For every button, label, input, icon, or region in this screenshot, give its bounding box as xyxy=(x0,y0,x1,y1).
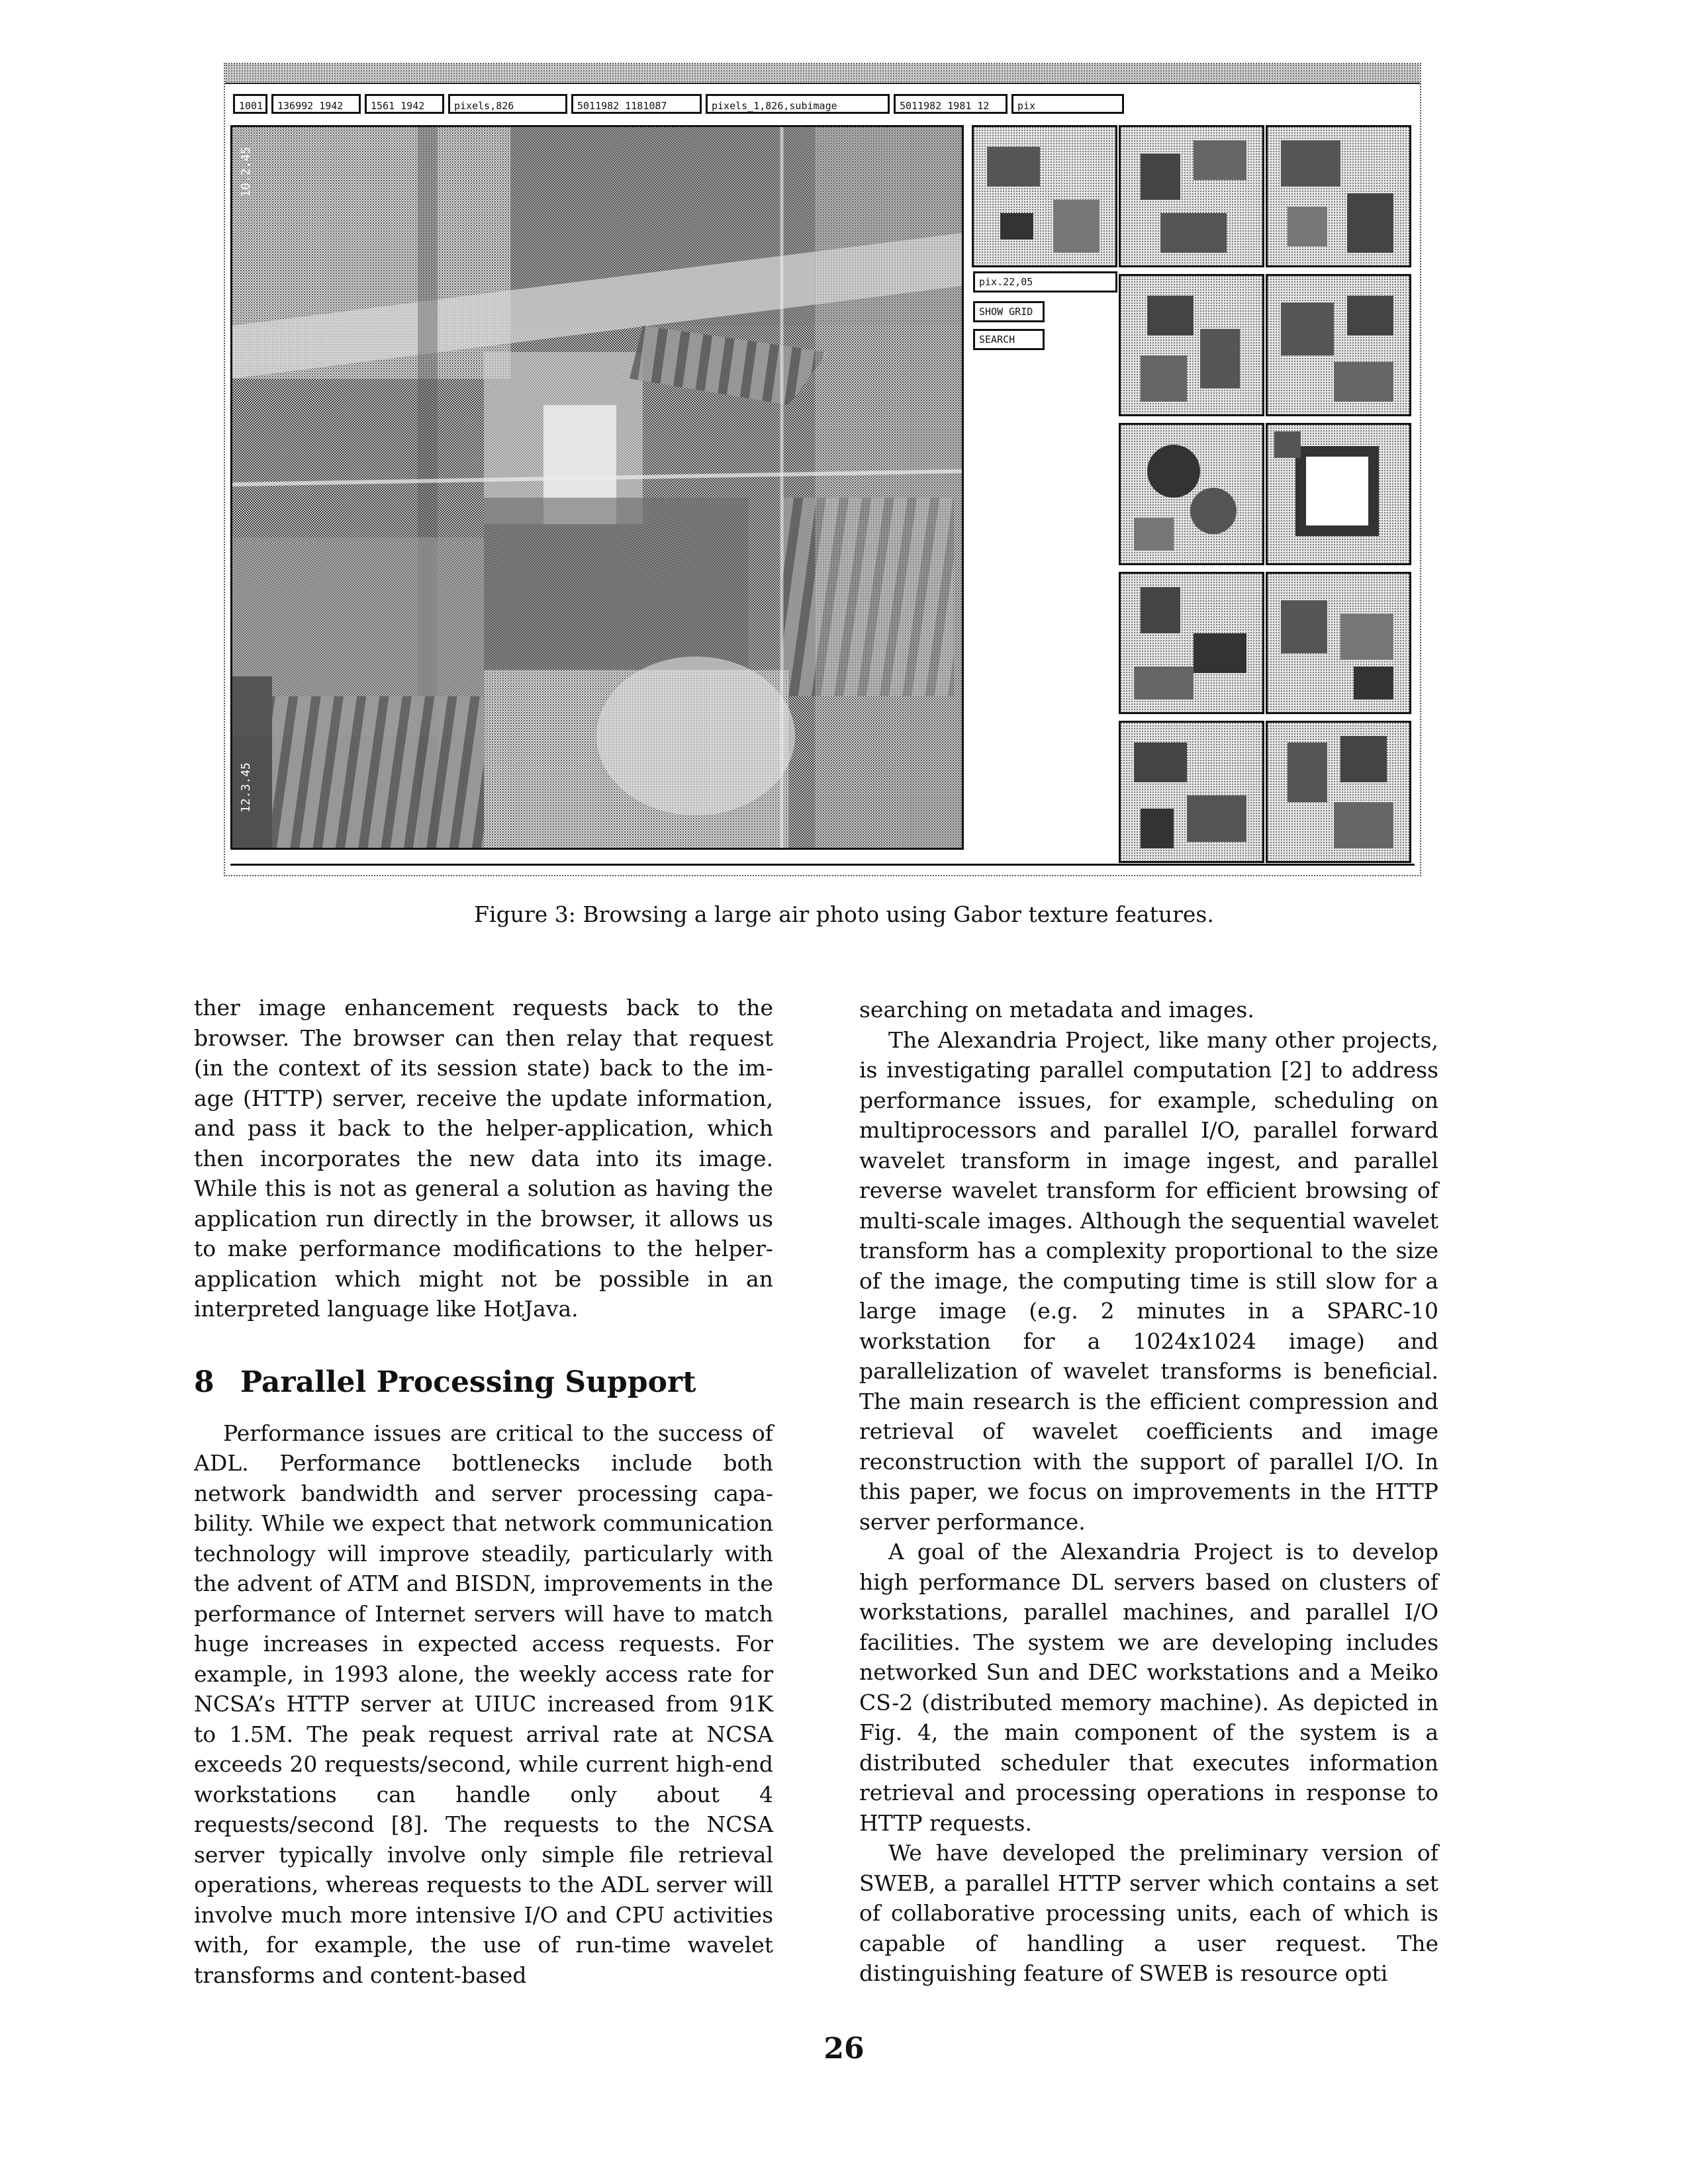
thumbnail-image xyxy=(974,127,1115,265)
thumbnail-image xyxy=(1121,723,1262,861)
show-grid-button[interactable]: SHOW GRID xyxy=(973,301,1045,322)
search-button[interactable]: SEARCH xyxy=(973,329,1045,350)
paragraph: Performance issues are critical to the success of ADL. Performance bottlenecks include both network bandwidth and server processing capability. While we expect that network communication technology will improve steadily, particularly with the advent of ATM and BISDN, improvements in the performance of Internet servers will have to match huge increases in expected access requests. For example, in 1993 alone, the weekly access rate for NCSA’s HTTP server at UIUC increased from 91K to 1.5M. The peak request arrival rate at NCSA exceeds 20 requests/second, while current high-end workstations can handle only about 4 requests/second [8]. The requests to the NCSA server typically involve only simple file retrieval operations, whereas requests to the ADL server will involve much more intensive I/O and CPU activities with, for example, the use of run-time wavelet transforms and content-based xyxy=(194,1420,773,1988)
field-3[interactable]: 1561 1942 xyxy=(365,94,444,114)
window-title-bar[interactable] xyxy=(225,64,1420,84)
coordinate-field-row xyxy=(233,94,1420,115)
field-8[interactable]: pix xyxy=(1011,94,1124,114)
thumbnail-image xyxy=(1121,425,1262,563)
paragraph: We have developed the preliminary version of SWEB, a parallel HTTP server which contains a set of collaborative processing units, each of which is capable of handling a user request. The distinguishing feature of SWEB is resource opti xyxy=(859,1840,1438,1986)
result-thumbnail[interactable] xyxy=(1266,423,1411,565)
figure-3-screenshot xyxy=(224,63,1421,876)
air-photo-main-view[interactable] xyxy=(230,125,964,850)
left-column xyxy=(194,993,773,1990)
thumbnail-image xyxy=(1121,127,1262,265)
field-1[interactable]: 1001 xyxy=(233,94,267,114)
paragraph: The Alexandria Project, like many other projects, is investigating parallel computation [2] to address performance issues, for example, scheduling on multiprocessors and parallel I/O, parallel forward wavelet transform in image ingest, and parallel reverse wavelet transform for efficient browsing of multi-scale images. Although the sequential wavelet transform has a complexity proportional to the size of the image, the computing time is still slow for a large image (e.g. 2 minutes in a SPARC-10 workstation for a 1024x1024 image) and parallelization of wavelet transforms is beneficial. The main research is the efficient compression and retrieval of wavelet coefficients and image reconstruction with the support of parallel I/O. In this paper, we focus on improvements in the HTTP server performance. xyxy=(859,1026,1438,1535)
thumbnail-image xyxy=(1268,723,1409,861)
zoom-level-field[interactable]: pix.22,05 xyxy=(973,271,1117,293)
thumbnail-image xyxy=(1268,276,1409,414)
result-thumbnail[interactable] xyxy=(1119,274,1264,416)
field-4[interactable]: pixels,826 xyxy=(448,94,567,114)
figure-caption: Figure 3: Browsing a large air photo using Gabor texture features. xyxy=(474,901,1214,927)
air-photo-image xyxy=(232,127,962,848)
result-thumbnail[interactable] xyxy=(1266,125,1411,267)
thumbnail-image xyxy=(1121,276,1262,414)
query-thumbnail[interactable] xyxy=(972,125,1117,267)
result-thumbnail[interactable] xyxy=(1119,423,1264,565)
section-title: Parallel Processing Support xyxy=(240,1365,696,1399)
thumbnail-image xyxy=(1268,127,1409,265)
field-7[interactable]: 5011982 1981 12 xyxy=(894,94,1008,114)
result-thumbnail[interactable] xyxy=(1266,274,1411,416)
figure-divider xyxy=(230,864,1415,866)
result-thumbnail[interactable] xyxy=(1119,125,1264,267)
field-2[interactable]: 136992 1942 xyxy=(271,94,361,114)
right-column xyxy=(859,995,1438,1989)
section-heading xyxy=(194,1365,773,1400)
thumbnail-image xyxy=(1268,574,1409,712)
page-number: 26 xyxy=(823,2032,865,2066)
side-label-bottom: 12.3.45 xyxy=(239,762,253,813)
result-thumbnail[interactable] xyxy=(1119,572,1264,714)
result-thumbnail[interactable] xyxy=(1266,572,1411,714)
field-5[interactable]: 5011982 1181087 xyxy=(571,94,702,114)
field-6[interactable]: pixels_1,826,subimage xyxy=(706,94,890,114)
result-thumbnail[interactable] xyxy=(1119,721,1264,863)
paragraph: ther image enhancement requests back to the browser. The browser can then relay that request (in the context of its session state) back to the image (HTTP) server, receive the update information, and pass it back to the helper-application, which then incorporates the new data into its image. While this is not as general a solution as having the application run directly in the browser, it allows us to make performance modifications to the helper-application which might not be possible in an interpreted language like HotJava. xyxy=(194,995,773,1322)
thumbnail-image xyxy=(1121,574,1262,712)
thumbnail-image xyxy=(1268,425,1409,563)
paragraph: A goal of the Alexandria Project is to develop high performance DL servers based on clusters of workstations, parallel machines, and parallel I/O facilities. The system we are developing includes networked Sun and DEC workstations and a Meiko CS-2 (distributed memory machine). As depicted in Fig. 4, the main component of the system is a distributed scheduler that executes information retrieval and processing operations in response to HTTP requests. xyxy=(859,1539,1438,1836)
side-label-top: 10.2.45 xyxy=(239,147,253,197)
section-number: 8 xyxy=(194,1365,214,1399)
result-thumbnail[interactable] xyxy=(1266,721,1411,863)
paragraph: searching on metadata and images. xyxy=(859,997,1254,1023)
